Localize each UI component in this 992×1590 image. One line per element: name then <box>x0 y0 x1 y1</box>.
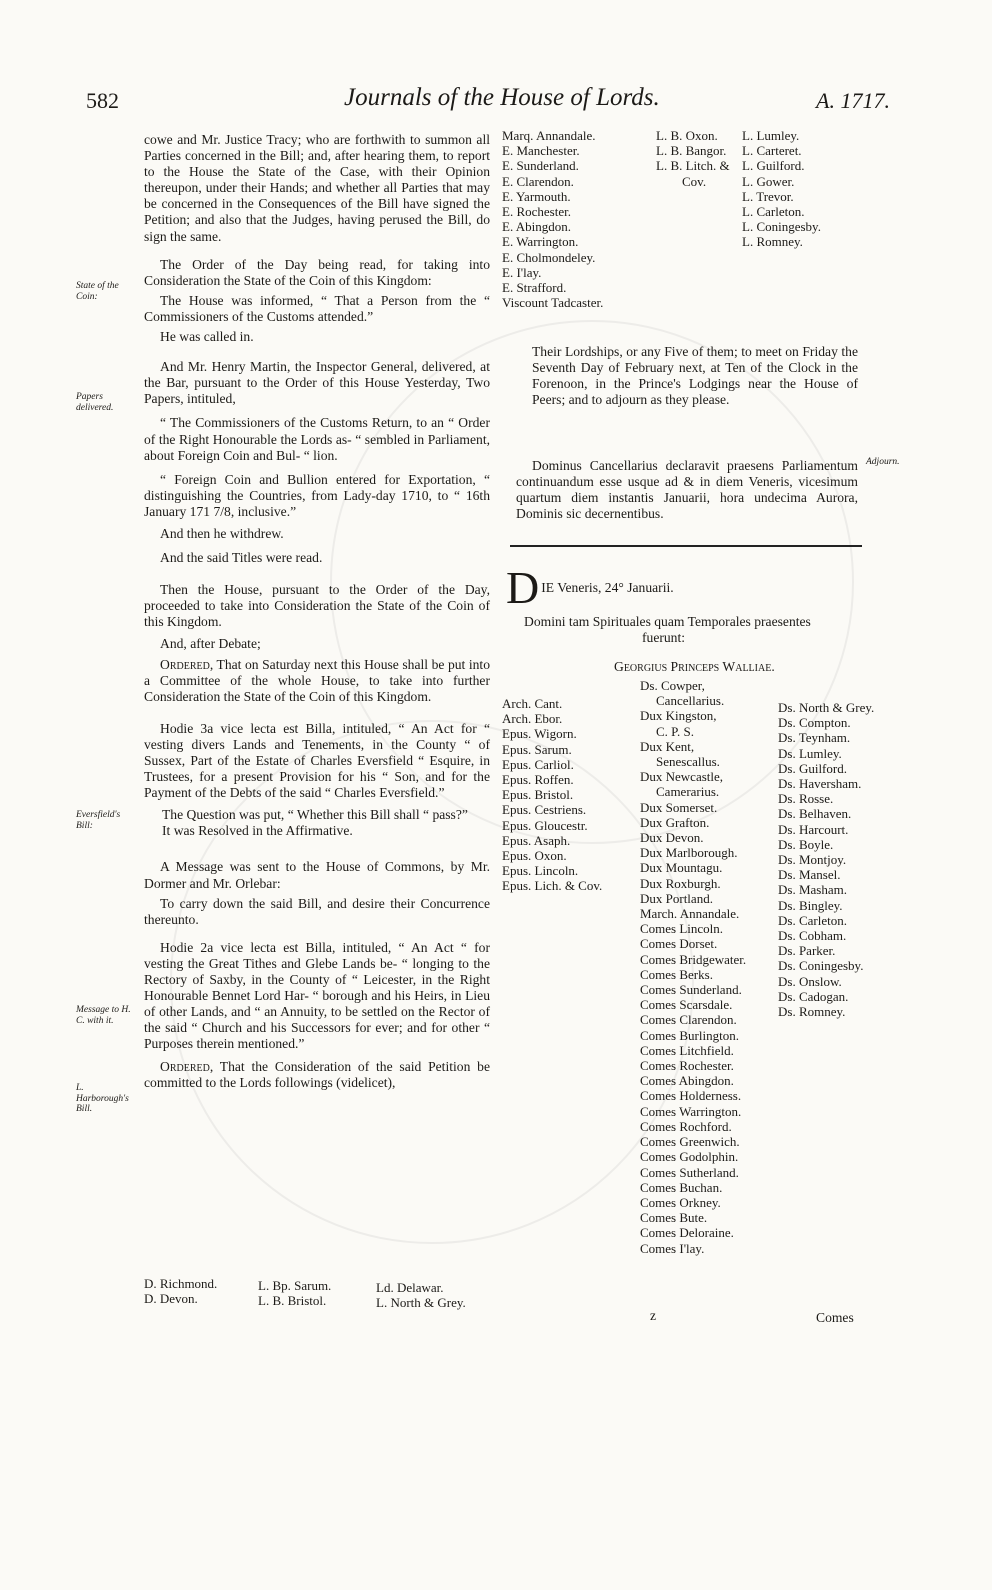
list-item: E. Abingdon. <box>502 219 571 235</box>
date-text: IE Veneris, 24° Januarii. <box>541 580 674 595</box>
list-item: Ds. Parker. <box>778 943 836 959</box>
paragraph-judges: cowe and Mr. Justice Tracy; who are forthwith to summon all Parties concerned in the Bill; and, after hearing them, to report to the House the State of the Case, with their Opinion thereupon, under their Hands; and whether all Parties that may be concerned in the Consequences of the Bill have signed the Petition; and also that the Judges, having perused the Bill, do sign the same. <box>144 132 490 244</box>
margin-note-harborough: L. Harborough's Bill. <box>76 1083 129 1114</box>
committee-list-col2 <box>656 128 730 189</box>
ordered-text: That on Saturday next this House shall be put into a Committee of the whole House, to take into further Consideration the State of the Coin of this Kingdom. <box>144 656 490 704</box>
list-item: Comes Berks. <box>640 966 713 982</box>
ordered-text-2: That the Consideration of the said Petition be committed to the Lords followings (videlicet), <box>144 1058 490 1090</box>
spiritual-lords-list <box>502 696 602 894</box>
list-item: Comes Abingdon. <box>640 1073 734 1089</box>
list-item: Ds. Masham. <box>778 882 847 898</box>
list-item: Epus. Carliol. <box>502 756 574 772</box>
paragraph-dominus-cancellarius: Dominus Cancellarius declaravit praesens Parliamentum continuandum esse usque ad & in diem Veneris, vicesimum quartum diem instantis Januarii, hora undecima Aurora, Dominis sic decernentibus. <box>516 458 858 522</box>
list-item: Cancellarius. <box>656 693 725 709</box>
list-item: L. B. Bristol. <box>258 1293 327 1309</box>
list-item: Ds. Cobham. <box>778 928 847 944</box>
prince-of-wales: Georgius Princeps Walliae. <box>614 659 775 674</box>
temporal-lords-list <box>640 678 746 1256</box>
list-item: Viscount Tadcaster. <box>502 295 604 311</box>
list-item: Ds. Carleton. <box>778 912 847 928</box>
list-item: L. Trevor. <box>742 188 794 204</box>
list-item: Comes Sunderland. <box>640 982 742 998</box>
margin-note-papers: Papers delivered. <box>76 392 114 413</box>
list-item: Ds. Bingley. <box>778 897 843 913</box>
list-item: Comes Orkney. <box>640 1194 721 1210</box>
list-item: Dux Grafton. <box>640 814 710 830</box>
list-item: Comes Bute. <box>640 1210 708 1226</box>
list-item: E. Yarmouth. <box>502 188 571 204</box>
section-divider <box>510 545 862 547</box>
list-item: Comes Burlington. <box>640 1027 739 1043</box>
margin-note-message: Message to H. C. with it. <box>76 1005 131 1026</box>
list-item: L. Guilford. <box>742 158 805 174</box>
list-item: L. B. Oxon. <box>656 128 718 143</box>
lords-list-col3 <box>376 1280 466 1310</box>
paragraph-eversfield-bill: Hodie 3a vice lecta est Billa, intituled, “ An Act for “ vesting divers Lands and Tenements, in the County “ of Sussex, Part of the Estate of Charles Eversfield “ Esquire, in Trustees, for a present Provision for his “ Son, and for the Payment of the Debts of the said “ Charles Eversfield.” <box>144 720 490 801</box>
list-item: Ds. Coningesby. <box>778 958 864 974</box>
list-item: Arch. Ebor. <box>502 711 563 727</box>
list-item: L. B. Litch. & <box>656 158 730 174</box>
paragraph-house-informed: The House was informed, “ That a Person from the “ Commissioners of the Customs attended.” <box>144 292 490 324</box>
date-heading <box>506 562 866 613</box>
list-item: Comes Clarendon. <box>640 1012 737 1028</box>
lords-list-col2 <box>258 1278 331 1308</box>
margin-note-adjourn: Adjourn. <box>866 457 900 467</box>
list-item: Ds. Onslow. <box>778 973 842 989</box>
list-item: Comes Holderness. <box>640 1088 742 1104</box>
list-item: Ds. Mansel. <box>778 867 841 883</box>
list-item: Comes Warrington. <box>640 1103 742 1119</box>
list-item: Dux Devon. <box>640 830 704 846</box>
list-item: Epus. Sarum. <box>502 741 572 757</box>
list-item: Ds. Lumley. <box>778 745 842 761</box>
list-item: L. Bp. Sarum. <box>258 1278 332 1293</box>
paragraph-order-of-day: The Order of the Day being read, for taking into Consideration the State of the Coin of this Kingdom: <box>144 256 490 288</box>
list-item: L. Romney. <box>742 234 803 250</box>
list-item: Epus. Gloucestr. <box>502 817 588 833</box>
list-item: E. I'lay. <box>502 264 542 280</box>
paragraph-titles-read: And the said Titles were read. <box>160 550 323 566</box>
list-item: Ds. Guilford. <box>778 760 847 776</box>
paragraph-resolved: It was Resolved in the Affirmative. <box>162 823 353 839</box>
list-item: L. Coningesby. <box>742 219 821 235</box>
list-item: Ds. Compton. <box>778 715 851 731</box>
list-item: Comes Rochester. <box>640 1058 734 1074</box>
list-item: Comes Bridgewater. <box>640 951 747 967</box>
drop-cap: D <box>506 562 540 613</box>
list-item: L. North & Grey. <box>376 1295 466 1311</box>
paragraph-question: The Question was put, “ Whether this Bill shall “ pass?” <box>162 807 468 823</box>
barons-list <box>778 700 874 1019</box>
list-item: Camerarius. <box>656 784 720 800</box>
list-item: Dux Kent, <box>640 738 695 754</box>
list-item: D. Richmond. <box>144 1276 218 1291</box>
list-item: Comes Buchan. <box>640 1179 723 1195</box>
list-item: E. Manchester. <box>502 143 580 159</box>
signature-mark: z <box>650 1308 657 1323</box>
list-item: Cov. <box>682 173 707 189</box>
list-item: Comes Sutherland. <box>640 1164 739 1180</box>
lords-list-col1 <box>144 1276 217 1306</box>
list-item: Ds. Rosse. <box>778 791 834 807</box>
list-item: E. Clarendon. <box>502 173 574 189</box>
list-item: Dux Portland. <box>640 890 713 906</box>
list-item: Dux Roxburgh. <box>640 875 721 891</box>
list-item: Epus. Bristol. <box>502 787 574 803</box>
list-item: Dux Kingston, <box>640 708 717 724</box>
list-item: L. B. Bangor. <box>656 143 727 159</box>
paragraph-paper-one: “ The Commissioners of the Customs Return, to an “ Order of the Right Honourable the Lords as- “ sembled in Parliament, about Foreign Coin and Bul- “ lion. <box>144 415 490 463</box>
present-line: Domini tam Spirituales quam Temporales praesentes <box>524 614 811 629</box>
list-item: Dux Mountagu. <box>640 860 723 876</box>
list-item: Ds. Boyle. <box>778 836 834 852</box>
list-item: L. Carteret. <box>742 143 802 159</box>
list-item: Comes Lincoln. <box>640 921 724 937</box>
list-item: D. Devon. <box>144 1291 198 1307</box>
list-item: Ds. Harcourt. <box>778 821 849 837</box>
list-item: Ds. Romney. <box>778 1004 846 1020</box>
list-item: Epus. Wigorn. <box>502 726 577 742</box>
list-item: Ld. Delawar. <box>376 1280 444 1295</box>
list-item: Comes Dorset. <box>640 936 718 952</box>
list-item: Epus. Roffen. <box>502 772 574 788</box>
list-item: E. Cholmondeley. <box>502 249 596 265</box>
list-item: Ds. Belhaven. <box>778 806 852 822</box>
list-item: C. P. S. <box>656 723 694 739</box>
margin-note-eversfield: Eversfield's Bill: <box>76 810 121 831</box>
paragraph-carry-down: To carry down the said Bill, and desire their Concurrence thereunto. <box>144 895 490 927</box>
list-item: Dux Somerset. <box>640 799 718 815</box>
margin-note-coin: State of the Coin: <box>76 281 119 302</box>
list-item: March. Annandale. <box>640 906 740 922</box>
paragraph-message: A Message was sent to the House of Commons, by Mr. Dormer and Mr. Orlebar: <box>144 859 490 891</box>
list-item: Comes Rochford. <box>640 1118 732 1134</box>
paragraph-harborough-bill: Hodie 2a vice lecta est Billa, intituled, “ An Act “ for vesting the Great Tithes and Glebe Lands be- “ longing to the Rectory of Saxby, in the County of “ Leicester, in the Right Honourable Bennet Lord Har- “ borough and his Heirs, in Lieu of other Lands, and “ an Annuity, to be settled on the Rector of the said “ Church and his Successors for ever; and for other “ Purposes therein mentioned.” <box>144 939 490 1052</box>
list-item: Epus. Lincoln. <box>502 863 579 879</box>
list-item: Dux Newcastle, <box>640 769 724 785</box>
paragraph-called-in: He was called in. <box>160 329 254 345</box>
list-item: Arch. Cant. <box>502 696 563 711</box>
list-item: Comes Godolphin. <box>640 1149 739 1165</box>
list-item: Comes Deloraine. <box>640 1225 734 1241</box>
list-item: Epus. Oxon. <box>502 848 567 864</box>
paragraph-after-debate: And, after Debate; <box>160 636 261 652</box>
list-item: Comes Scarsdale. <box>640 997 733 1013</box>
catchword: Comes <box>816 1310 854 1325</box>
list-item: L. Carleton. <box>742 204 805 220</box>
list-item: E. Rochester. <box>502 204 571 220</box>
list-item: E. Strafford. <box>502 280 567 296</box>
paragraph-proceeded: Then the House, pursuant to the Order of the Day, proceeded to take into Consideration the State of the Coin of this Kingdom. <box>144 582 490 630</box>
paragraph-withdrew: And then he withdrew. <box>160 525 284 541</box>
list-item: Ds. Montjoy. <box>778 852 847 868</box>
list-item: Ds. North & Grey. <box>778 700 875 715</box>
paragraph-ordered-petition <box>144 1059 490 1091</box>
page-year: A. 1717. <box>816 88 890 113</box>
list-item: Ds. Cadogan. <box>778 988 849 1004</box>
list-item: L. Lumley. <box>742 128 800 143</box>
ordered-label-2: Ordered, <box>160 1058 214 1074</box>
present-line-2: fuerunt: <box>642 630 686 645</box>
paragraph-ordered-committee <box>144 657 490 705</box>
list-item: Dux Marlborough. <box>640 845 738 861</box>
committee-list-col3 <box>742 128 821 250</box>
paragraph-lordships-meet: Their Lordships, or any Five of them; to meet on Friday the Seventh Day of February next, at Ten of the Clock in the Forenoon, in the Prince's Lodgings near the House of Peers; and to adjourn as they please. <box>532 344 858 408</box>
page-title: Journals of the House of Lords. <box>344 84 660 111</box>
list-item: Epus. Asaph. <box>502 832 571 848</box>
list-item: Senescallus. <box>656 754 720 770</box>
list-item: Comes I'lay. <box>640 1240 705 1256</box>
list-item: Ds. Haversham. <box>778 776 862 792</box>
list-item: E. Sunderland. <box>502 158 579 174</box>
list-item: Epus. Lich. & Cov. <box>502 878 603 894</box>
paragraph-paper-two: “ Foreign Coin and Bullion entered for Exportation, “ distinguishing the Countries, from Lady-day 1710, to “ 16th January 171 7/8, inclusive.” <box>144 471 490 519</box>
paragraph-henry-martin: And Mr. Henry Martin, the Inspector General, delivered, at the Bar, pursuant to the Order of this House Yesterday, Two Papers, intituled, <box>144 359 490 407</box>
list-item: Ds. Cowper, <box>640 678 705 693</box>
left-column <box>144 132 490 1091</box>
list-item: Comes Greenwich. <box>640 1134 740 1150</box>
ordered-label: Ordered, <box>160 656 214 672</box>
committee-list-col1 <box>502 128 603 310</box>
page-number: 582 <box>86 88 119 113</box>
list-item: E. Warrington. <box>502 234 579 250</box>
list-item: Epus. Cestriens. <box>502 802 587 818</box>
list-item: Comes Litchfield. <box>640 1042 734 1058</box>
list-item: Ds. Teynham. <box>778 730 851 746</box>
list-item: L. Gower. <box>742 173 795 189</box>
list-item: Marq. Annandale. <box>502 128 596 143</box>
